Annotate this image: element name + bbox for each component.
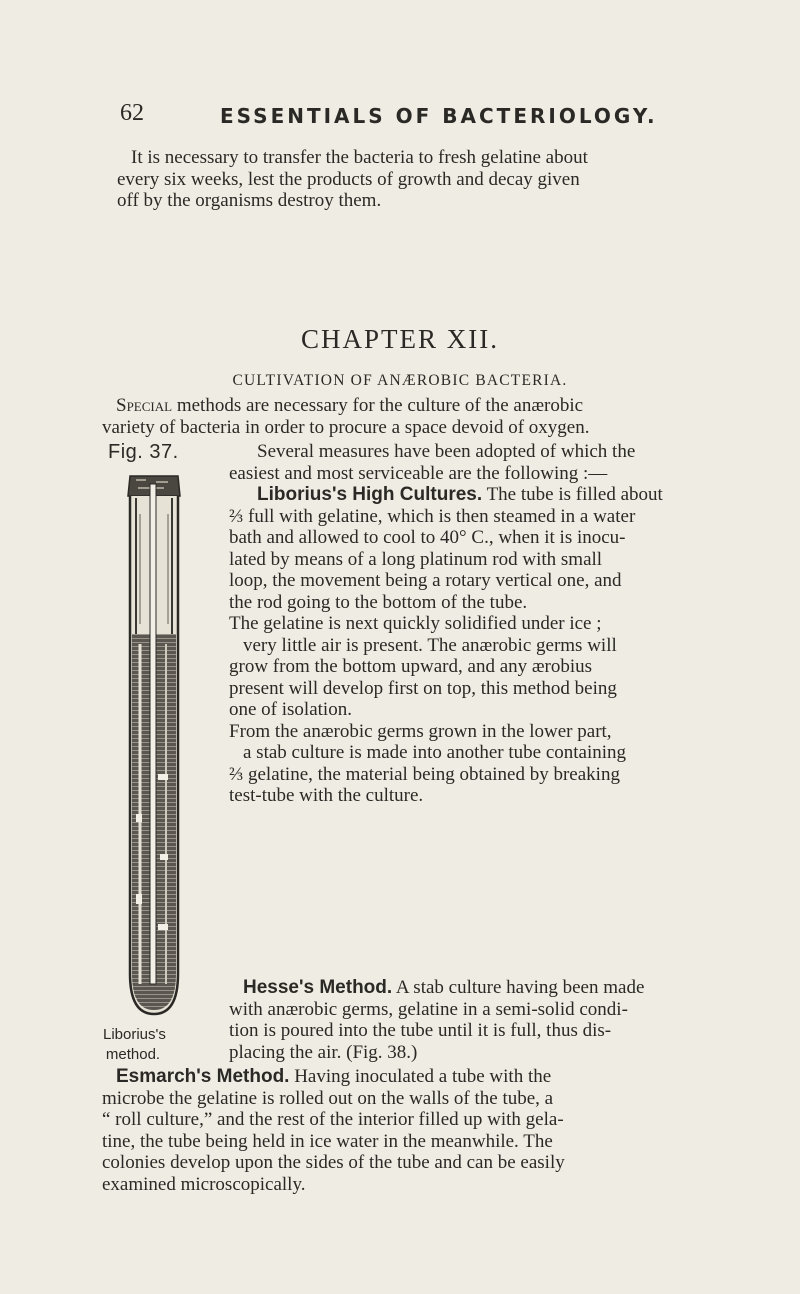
caption-line: Liborius's <box>103 1026 166 1043</box>
text-line: It is necessary to transfer the bacteria to fresh gelatine about <box>131 147 588 168</box>
section-heading: Hesse's Method. <box>243 977 393 998</box>
figure-label: Fig. 37. <box>108 441 179 463</box>
text-run: A stab culture having been made <box>392 977 645 998</box>
page-number: 62 <box>120 100 144 126</box>
section-heading: Esmarch's Method. <box>116 1066 290 1087</box>
text-line: colonies develop upon the sides of the tube and can be easily <box>102 1152 565 1173</box>
text-line: “ roll culture,” and the rest of the interior filled up with gela- <box>102 1109 564 1130</box>
text-line: grow from the bottom upward, and any ærobius <box>229 656 593 677</box>
text-line <box>229 484 769 506</box>
text-line: present will develop first on top, this method being <box>229 677 617 699</box>
text-line: ⅔ full with gelatine, which is then steamed in a water <box>229 505 636 527</box>
text-line: the rod going to the bottom of the tube. <box>229 591 528 613</box>
text-line: ⅔ gelatine, the material being obtained by breaking <box>229 763 620 785</box>
lead-word: Special <box>116 395 173 416</box>
text-line: bath and allowed to cool to 40° C., when it is inocu- <box>229 527 626 548</box>
text-line <box>102 1066 769 1088</box>
test-tube-illustration <box>116 474 192 1018</box>
section-heading: Liborius's High Cultures. <box>257 484 483 505</box>
text-line: loop, the movement being a rotary vertical one, and <box>229 570 622 591</box>
text-line: microbe the gelatine is rolled out on the walls of the tube, a <box>102 1087 554 1109</box>
text-line: variety of bacteria in order to procure a space devoid of oxygen. <box>102 416 590 438</box>
chapter-subtitle: CULTIVATION OF ANÆROBIC BACTERIA. <box>232 372 568 389</box>
chapter-title: CHAPTER XII. <box>301 324 499 354</box>
figure-caption <box>103 1025 166 1065</box>
hesse-section <box>229 977 769 1063</box>
text-line: Several measures have been adopted of which the <box>257 441 636 462</box>
text-line: examined microscopically. <box>102 1173 306 1195</box>
text-line <box>102 395 769 417</box>
page-header <box>120 100 740 136</box>
text-line: tine, the tube being held in ice water in the meanwhile. The <box>102 1130 553 1152</box>
text-line: placing the air. (Fig. 38.) <box>229 1041 418 1063</box>
text-line: a stab culture is made into another tube containing <box>243 742 627 763</box>
text-line: easiest and most serviceable are the following :— <box>229 462 608 484</box>
intro-paragraph <box>117 147 769 212</box>
caption-line: method. <box>105 1046 161 1063</box>
text-line: one of isolation. <box>229 699 352 720</box>
text-run: The tube is filled about <box>482 484 663 505</box>
liborius-section <box>229 484 769 807</box>
text-line: From the anærobic germs grown in the lower part, <box>229 720 612 742</box>
running-title: ESSENTIALS OF BACTERIOLOGY. <box>220 104 658 128</box>
text-line <box>229 977 769 999</box>
text-line: with anærobic germs, gelatine in a semi-solid condi- <box>229 998 628 1020</box>
text-line: off by the organisms destroy them. <box>117 190 382 211</box>
text-line: tion is poured into the tube until it is full, thus dis- <box>229 1020 612 1041</box>
opening-paragraph <box>102 395 769 438</box>
esmarch-section <box>102 1066 769 1195</box>
text-line: The gelatine is next quickly solidified under ice ; <box>229 613 602 634</box>
text-line: every six weeks, lest the products of growth and decay given <box>117 168 580 190</box>
liborius-intro <box>229 441 769 484</box>
text-run: methods are necessary for the culture of the anærobic <box>172 395 584 416</box>
text-line: lated by means of a long platinum rod with small <box>229 548 603 570</box>
text-line: test-tube with the culture. <box>229 785 424 806</box>
text-run: Having inoculated a tube with the <box>289 1066 552 1087</box>
text-line: very little air is present. The anærobic germs will <box>243 634 617 656</box>
